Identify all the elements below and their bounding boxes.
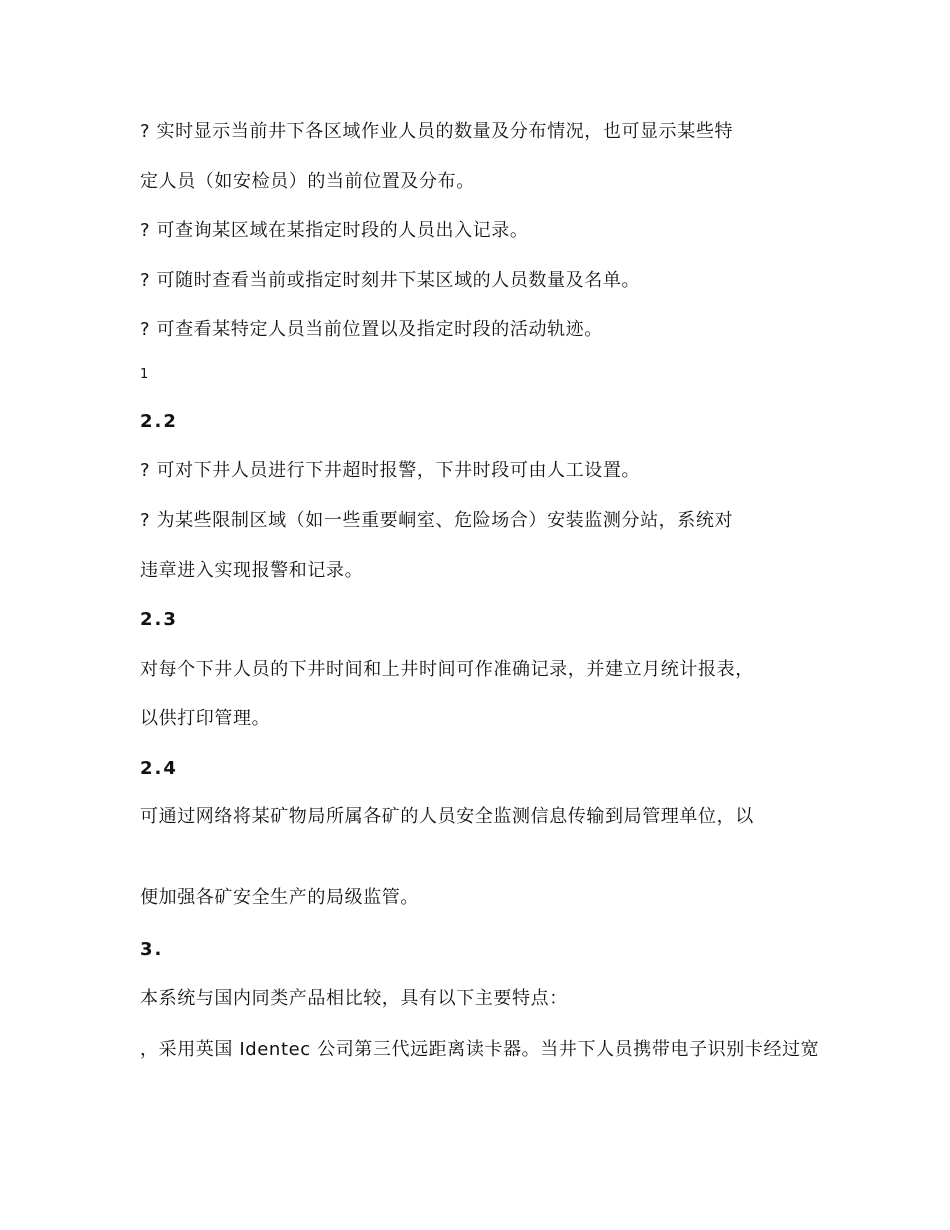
paragraph-identec-reader: ，采用英国 Identec 公司第三代远距离读卡器。当井下人员携带电子识别卡经过宽 [140, 1039, 820, 1060]
page-number: 1 [140, 367, 149, 382]
paragraph-overtime-alarm: ? 可对下井人员进行下井超时报警，下井时段可由人工设置。 [140, 460, 641, 481]
paragraph-query-records: ? 可查询某区域在某指定时段的人员出入记录。 [140, 220, 529, 241]
paragraph-network-transmission-line2: 便加强各矿安全生产的局级监管。 [140, 887, 419, 908]
paragraph-time-records-line1: 对每个下井人员的下井时间和上井时间可作准确记录，并建立月统计报表， [140, 659, 754, 680]
paragraph-restricted-area-line2: 违章进入实现报警和记录。 [140, 560, 364, 581]
paragraph-realtime-display-line2: 定人员（如安检员）的当前位置及分布。 [140, 171, 475, 192]
paragraph-view-trajectory: ? 可查看某特定人员当前位置以及指定时段的活动轨迹。 [140, 319, 603, 340]
paragraph-view-count-list: ? 可随时查看当前或指定时刻井下某区域的人员数量及名单。 [140, 270, 641, 291]
paragraph-main-features: 本系统与国内同类产品相比较，具有以下主要特点： [140, 988, 568, 1009]
paragraph-network-transmission-line1: 可通过网络将某矿物局所属各矿的人员安全监测信息传输到局管理单位，以 [140, 806, 754, 827]
section-heading-2-3: 2.3 [140, 609, 178, 630]
section-heading-2-2: 2.2 [140, 411, 178, 432]
section-heading-3: 3. [140, 939, 164, 960]
section-heading-2-4: 2.4 [140, 758, 178, 779]
paragraph-realtime-display-line1: ? 实时显示当前井下各区域作业人员的数量及分布情况，也可显示某些特 [140, 121, 734, 142]
paragraph-time-records-line2: 以供打印管理。 [140, 708, 271, 729]
paragraph-restricted-area-line1: ? 为某些限制区域（如一些重要峒室、危险场合）安装监测分站，系统对 [140, 510, 734, 531]
